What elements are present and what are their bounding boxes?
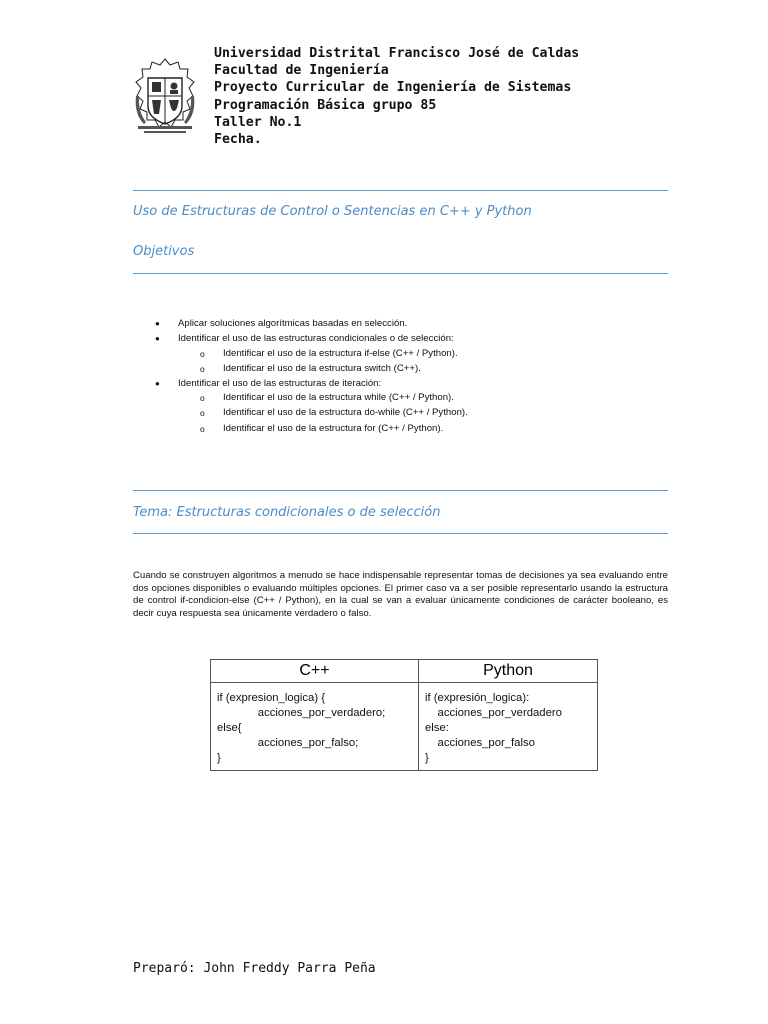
- column-header-cpp: C++: [211, 660, 419, 683]
- section-divider: [133, 190, 668, 191]
- bullet: ●: [155, 334, 160, 343]
- header-date: Fecha.: [214, 132, 262, 148]
- document-header: [214, 45, 579, 148]
- list-item: o Identificar el uso de la estructura if-else (C++ / Python).: [200, 348, 458, 359]
- column-header-python: Python: [419, 660, 598, 683]
- table-row: [211, 683, 598, 771]
- list-item: o Identificar el uso de la estructura do-while (C++ / Python).: [200, 407, 468, 418]
- header-faculty: Facultad de Ingeniería: [214, 63, 389, 79]
- header-course: Programación Básica grupo 85: [214, 97, 437, 113]
- bullet: ●: [155, 379, 160, 388]
- list-item: o Identificar el uso de la estructura for (C++ / Python).: [200, 423, 444, 434]
- table-header-row: [211, 660, 598, 683]
- code-comparison-table: [210, 659, 598, 771]
- sub-bullet: o: [200, 364, 205, 374]
- header-workshop: Taller No.1: [214, 114, 302, 130]
- sub-bullet: o: [200, 408, 205, 418]
- paragraph-text: Cuando se construyen algoritmos a menudo se hace indispensable representar tomas de decisiones ya sea evaluando entre dos opciones disponibles o evaluando múltiples opciones. El primer caso va a ser posible representarlo usando la estructura de control if-condicion-else (C++ / Python), en la cual se van a evaluar únicamente condiciones de carácter booleano, es decir cuya respuesta sea únicamente verdadero o falso.: [133, 570, 668, 619]
- university-seal-logo: [134, 56, 196, 138]
- objectives-heading: Objetivos: [133, 244, 195, 259]
- sub-bullet: o: [200, 424, 205, 434]
- author-footer: Preparó: John Freddy Parra Peña: [133, 961, 376, 976]
- header-university: Universidad Distrital Francisco José de Caldas: [214, 46, 580, 61]
- document-subtitle: Uso de Estructuras de Control o Sentencias en C++ y Python: [133, 204, 532, 219]
- list-item: o Identificar el uso de la estructura switch (C++).: [200, 363, 421, 374]
- section-divider: [133, 533, 668, 534]
- cpp-code-cell: if (expresion_logica) { acciones_por_verdadero; else{ acciones_por_falso; }: [211, 683, 419, 771]
- python-code-cell: if (expresión_logica): acciones_por_verdadero else: acciones_por_falso }: [419, 683, 598, 771]
- list-item: ● Identificar el uso de las estructuras condicionales o de selección:: [155, 333, 454, 344]
- sub-bullet: o: [200, 393, 205, 403]
- topic-heading: Tema: Estructuras condicionales o de selección: [133, 505, 441, 520]
- list-item: ● Identificar el uso de las estructuras de iteración:: [155, 378, 382, 389]
- header-program: Proyecto Curricular de Ingeniería de Sistemas: [214, 80, 572, 96]
- sub-bullet: o: [200, 349, 205, 359]
- bullet: ●: [155, 319, 160, 328]
- list-item: ● Aplicar soluciones algorítmicas basadas en selección.: [155, 318, 408, 329]
- section-divider: [133, 273, 668, 274]
- list-item: o Identificar el uso de la estructura while (C++ / Python).: [200, 392, 454, 403]
- section-divider: [133, 490, 668, 491]
- intro-paragraph: [133, 570, 668, 620]
